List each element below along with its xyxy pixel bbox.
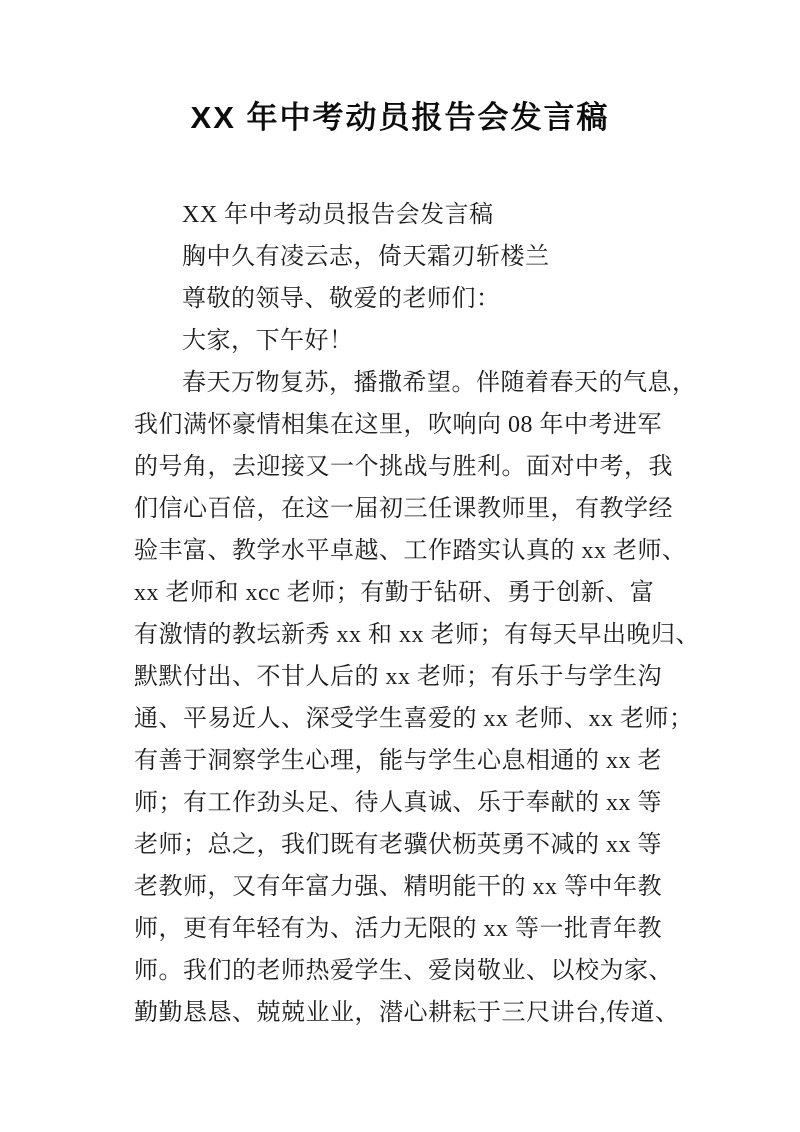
text-line: 勤勤恳恳、兢兢业业，潜心耕耘于三尺讲台,传道、 bbox=[134, 1000, 680, 1026]
text-line: 有激情的教坛新秀 xx 和 xx 老师；有每天早出晚归、 bbox=[134, 622, 700, 648]
text-line: 有善于洞察学生心理，能与学生心息相通的 xx 老 bbox=[134, 748, 662, 774]
text-line: xx 老师和 xcc 老师；有勤于钻研、勇于创新、富 bbox=[134, 580, 655, 606]
text-line: 胸中久有凌云志，倚天霜刃斩楼兰 bbox=[182, 244, 550, 270]
text-line: 大家，下午好！ bbox=[182, 328, 354, 354]
text-line: 尊敬的领导、敬爱的老师们： bbox=[182, 286, 501, 312]
text-line: 我们满怀豪情相集在这里，吹响向 08 年中考进军 bbox=[134, 412, 662, 438]
text-line: 师；有工作劲头足、待人真诚、乐于奉献的 xx 等 bbox=[134, 790, 662, 816]
document-title: XX 年中考动员报告会发言稿 bbox=[190, 100, 610, 135]
text-line: 师，更有年轻有为、活力无限的 xx 等一批青年教 bbox=[134, 916, 662, 942]
text-line: 默默付出、不甘人后的 xx 老师；有乐于与学生沟 bbox=[134, 664, 662, 690]
document-body bbox=[134, 194, 700, 1034]
text-line: 们信心百倍，在这一届初三任课教师里，有教学经 bbox=[134, 496, 673, 522]
text-line: 验丰富、教学水平卓越、工作踏实认真的 xx 老师、 bbox=[134, 538, 687, 564]
text-line: 通、平易近人、深受学生喜爱的 xx 老师、xx 老师； bbox=[134, 706, 694, 732]
text-line: 春天万物复苏，播撒希望。伴随着春天的气息， bbox=[182, 370, 697, 396]
text-line: 师。我们的老师热爱学生、爱岗敬业、以校为家、 bbox=[134, 958, 673, 984]
text-line: 的号角，去迎接又一个挑战与胜利。面对中考，我 bbox=[134, 454, 673, 480]
text-line: XX 年中考动员报告会发言稿 bbox=[182, 202, 494, 228]
text-line: 老教师，又有年富力强、精明能干的 xx 等中年教 bbox=[134, 874, 662, 900]
text-line: 老师；总之，我们既有老骥伏枥英勇不减的 xx 等 bbox=[134, 832, 662, 858]
